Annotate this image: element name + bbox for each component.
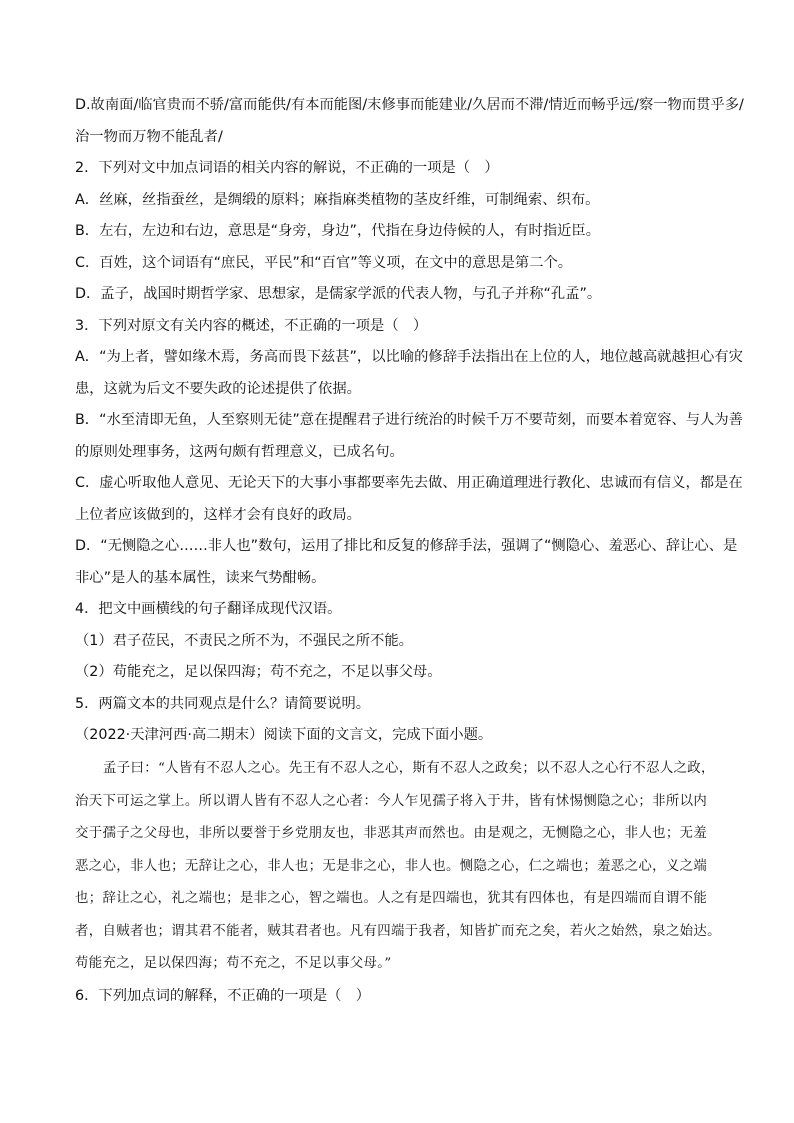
q3-option-b-line-2: 的原则处理事务，这两句颇有哲理意义，已成名句。 (75, 443, 404, 460)
passage-line: 苟能充之，足以保四海；苟不充之，不足以事父母。” (75, 956, 392, 971)
question-2: 2．下列对文中加点词语的相关内容的解说，不正确的一项是（ ） (75, 160, 499, 176)
classical-text-passage (75, 759, 725, 973)
q3-option-b-line-1: B．“水至清即无鱼，人至察则无徒”意在提醒君子进行统治的时候千万不要苛刻，而要本着宽容、与人为善 (75, 412, 743, 428)
q4-item-2: （2）苟能充之，足以保四海；苟不充之，不足以事父母。 (75, 664, 442, 680)
section-intro: （2022·天津河西·高二期末）阅读下面的文言文，完成下面小题。 (75, 727, 493, 743)
option-d-line-2: 治一物而万物不能乱者/ (75, 128, 223, 145)
option-d-line-1: D.故南面/临官贵而不骄/富而能供/有本而能图/末修事而能建业/久居而不滞/情近而畅乎远/察一物而贯乎多/ (75, 97, 744, 113)
q2-option-d: D．孟子，战国时期哲学家、思想家，是儒家学派的代表人物，与孔子并称“孔孟”。 (75, 286, 602, 302)
q2-option-b: B．左右，左边和右边，意思是“身旁，身边”，代指在身边侍候的人，有时指近臣。 (75, 223, 601, 239)
page-content (75, 96, 744, 1018)
q3-option-d-line-1: D．“无恻隐之心……非人也”数句，运用了排比和反复的修辞手法，强调了“恻隐心、羞恶心、辞让心、是 (75, 538, 738, 554)
q4-item-1: （1）君子莅民，不责民之所不为，不强民之所不能。 (75, 632, 413, 649)
q3-option-a-line-2: 患，这就为后文不要失政的论述提供了依据。 (75, 380, 361, 397)
q3-option-a-line-1: A．“为上者，譬如缘木焉，务高而畏下兹甚”，以比喻的修辞手法指出在上位的人，地位越高就越担心有灾 (75, 349, 743, 365)
passage-line: 恶之心，非人也；无辞让之心，非人也；无是非之心，非人也。恻隐之心，仁之端也；羞恶之心，义之端 (75, 858, 708, 874)
q2-option-a: A．丝麻，丝指蚕丝，是绸缎的原料；麻指麻类植物的茎皮纤维，可制绳索、织布。 (75, 191, 600, 208)
passage-line: 孟子曰：“人皆有不忍人之心。先王有不忍人之心，斯有不忍人之政矣；以不忍人之心行不忍人之政， (103, 761, 715, 776)
q3-option-d-line-2: 非心”是人的基本属性，读来气势酣畅。 (75, 569, 326, 586)
passage-line: 者，自贼者也；谓其君不能者，贼其君者也。凡有四端于我者，知皆扩而充之矣，若火之始然，泉之始达。 (75, 923, 721, 939)
question-6: 6．下列加点词的解释，不正确的一项是（ ） (75, 987, 371, 1004)
q2-option-c: C．百姓，这个词语有“庶民，平民”和“百官”等义项，在文中的意思是第二个。 (75, 254, 573, 271)
q3-option-c-line-1: C．虚心听取他人意见、无论天下的大事小事都要率先去做、用正确道理进行教化、忠诚而有信义，都是在 (75, 475, 743, 491)
passage-line: 也；辞让之心，礼之端也；是非之心，智之端也。人之有是四端也，犹其有四体也，有是四端而自谓不能 (75, 891, 708, 906)
question-5: 5．两篇文本的共同观点是什么？请简要说明。 (75, 695, 371, 712)
passage-line: 交于孺子之父母也，非所以要誉于乡党朋友也，非恶其声而然也。由是观之，无恻隐之心，非人也；无羞 (75, 826, 708, 841)
question-4: 4．把文中画横线的句子翻译成现代汉语。 (75, 601, 342, 617)
question-3: 3．下列对原文有关内容的概述，不正确的一项是（ ） (75, 317, 428, 334)
passage-line: 治天下可运之掌上。所以谓人皆有不忍人之心者：今人乍见孺子将入于井，皆有怵惕恻隐之心；非所以内 (75, 793, 708, 809)
q3-option-c-line-2: 上位者应该做到的，这样才会有良好的政局。 (75, 506, 361, 523)
